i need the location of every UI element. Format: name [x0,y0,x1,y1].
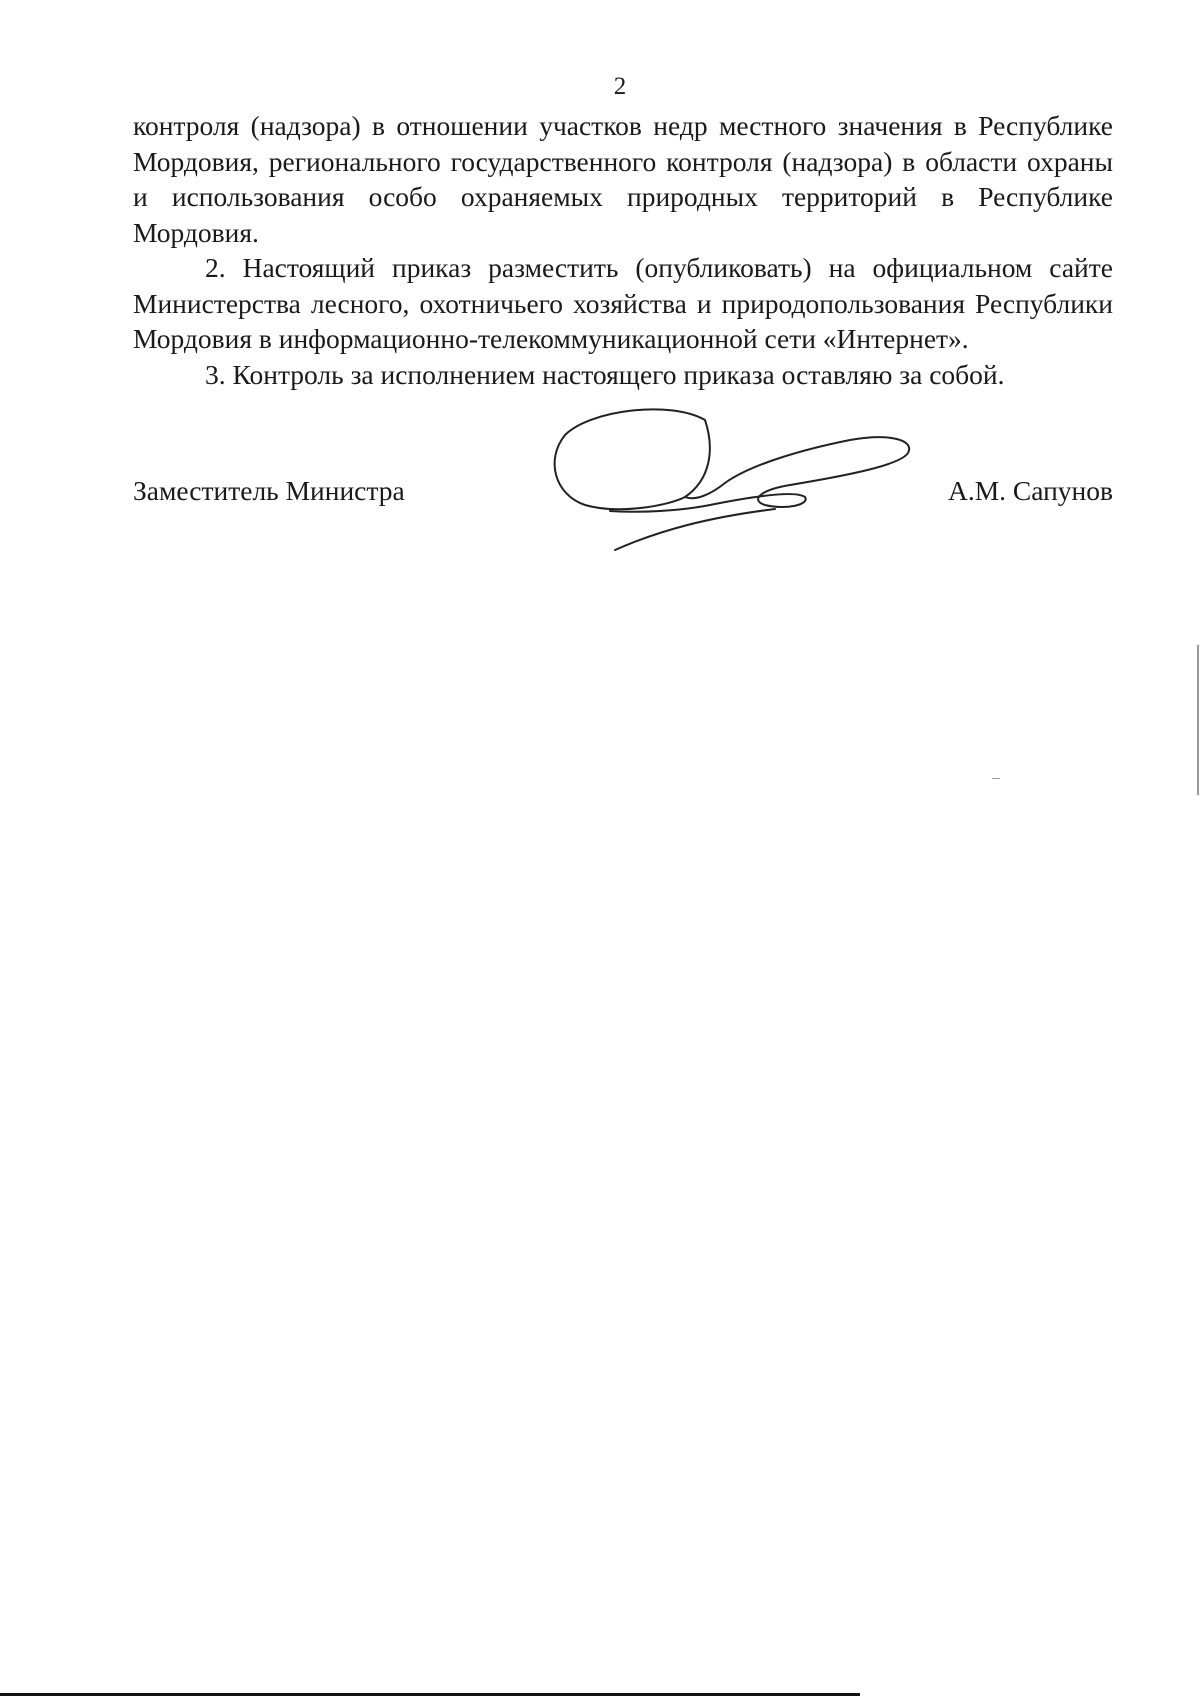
signer-title: Заместитель Министра [133,475,405,506]
page-number: 2 [613,73,627,100]
paragraph-publication: 2. Настоящий приказ разместить (опубликовать) на официальном сайте Министерства лесного, охотничьего хозяйства и природопользования Республики Мордовия в информационно-телекоммуникационной сети «Интернет». [133,252,1113,354]
scan-mark-small-dash [992,778,1000,779]
document-body [133,108,1113,392]
page-bottom-border [0,1693,860,1696]
paragraph-continuation: контроля (надзора) в отношении участков недр местного значения в Республике Мордовия, регионального государственного контроля (надзора) в области охраны и использования особо охраняемых природных территорий в Республике Мордовия. [133,110,1113,248]
signature-underline-stroke [615,509,775,550]
scan-mark-right-edge [1197,645,1199,795]
handwritten-signature [550,405,920,565]
signature-connector-stroke [610,437,909,512]
signer-name: А.М. Сапунов [947,475,1113,506]
signature-loop-stroke [555,409,710,509]
paragraph-control: 3. Контроль за исполнением настоящего приказа оставляю за собой. [205,358,1005,390]
